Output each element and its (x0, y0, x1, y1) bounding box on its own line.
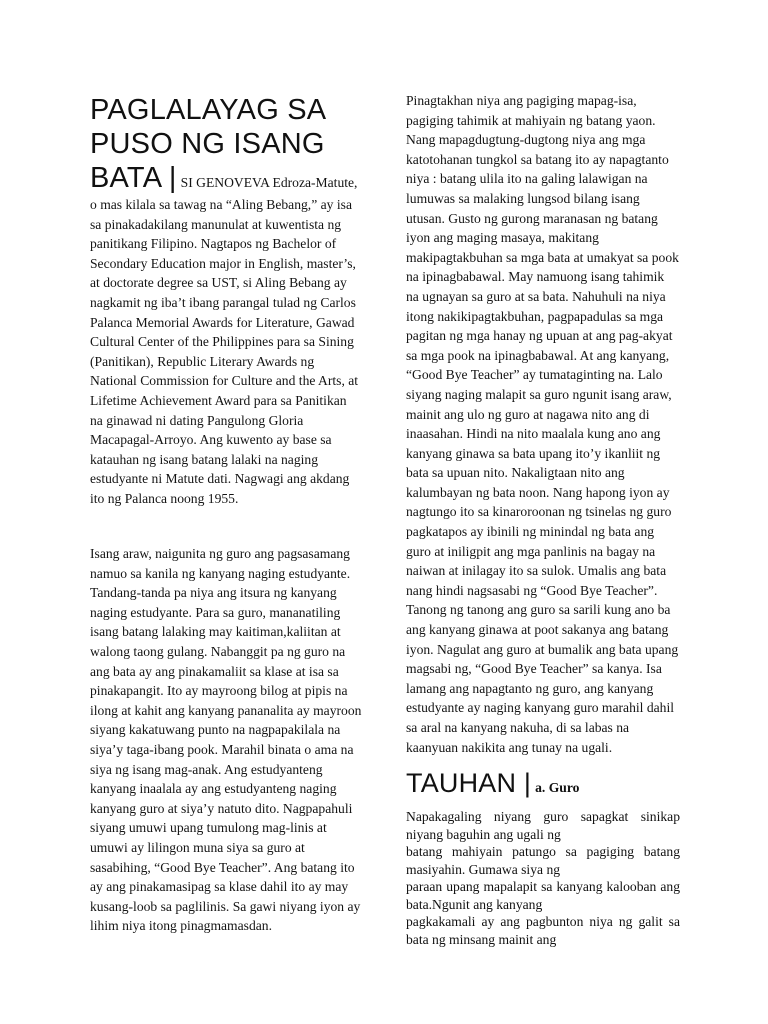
body-paragraph: Isang araw, naigunita ng guro ang pagsasamang namuo sa kanila ng kanyang naging estudyante. Tandang-tanda pa niya ang itsura ng kanyang naging estudyante. Para sa guro, mananatiling isang batang lalaking may kaitiman,kaliitan at walong taong gulang. Nabanggit pa ng guro na ang bata ay ang pinakamaliit sa klase at isa sa pinakapangit. Ito ay mayroong bilog at pipis na ilong at kahit ang kanyang pananalita ay mayroon siyang kakatuwang punto na nagpapakilala na siya’y taga-ibang pook. Marahil binata o ama na siya ng isang mag-anak. Ang estudyanteng kanyang inaalala ay ang estudyanteng naging kanyang guro at siya’y natuto dito. Nagpapahuli siyang umuwi upang tumulong mag-linis at umuwi ay lilingon muna siya sa guro at sasabihing, “Good Bye Teacher”. Ang batang ito ay ang pinakamasipag sa klase dahil ito ay may kusang-loob sa paglilinis. Sa gawi niyang iyon ay lihim niya itong pinagmamasdan. (90, 546, 362, 934)
page-title-line-1: PAGLALAYAG SA (90, 94, 327, 126)
tauhan-section (406, 768, 680, 948)
body-paragraph: Pinagtakhan niya ang pagiging mapag-isa, pagiging tahimik at mahiyain ng batang yaon. Nang mapagdugtung-dugtong niya ang mga katotohanan tungkol sa batang ito ay napagtanto niya : batang ulila ito na galing lalawigan na lumuwas sa malaking lungsod bilang isang utusan. Gusto ng gurong maranasan ng batang iyon ang maging masaya, makitang makipagtakbuhan sa mga bata at umakyat sa pook na ipinagbabawal. May namuong isang tahimik na ugnayan sa guro at sa bata. Nahuhuli na niya itong nakikipagtakbuhan, pagpapadulas sa mga pagitan ng mga hanay ng upuan at ang pag-akyat sa mga pook na ipinagbabawal. At ang kanyang, “Good Bye Teacher” ay tumataginting na. Lalo siyang naging malapit sa guro ngunit isang araw, mainit ang ulo ng guro at nagawa nito ang di inaasahan. Hindi na nito maalala kung ano ang kanyang ginawa sa bata upang ito’y ikanliit ng bata sa upuan nito. Nakaligtaan nito ang kalumbayan ng bata noon. Nang hapong iyon ay nagtungo ito sa kinaroroonan ng tsinelas ng guro pagkatapos ay ibinili ng minindal ng bata ang guro at iniligpit ang mga panlinis na bagay na naiwan at inilagay ito sa sulok. Umalis ang bata nang hindi nagsasabi ng “Good Bye Teacher”. Tanong ng tanong ang guro sa sarili kung ano ba ang kanyang ginawa at poot sakanya ang batang iyon. Nagulat ang guro at bumalik ang bata upang magsabi ng, “Good Bye Teacher” sa kanya. Isa lamang ang napagtanto ng guro, ang kanyang estudyante ay naging kanyang guro marahil dahil sa aral na kanyang nakuha, di sa labas na kaanyuan nakikita ang tunay na ugali. (406, 93, 679, 755)
title-line-3-with-intro (90, 161, 362, 509)
tauhan-line: batang mahiyain patungo sa pagiging batang masiyahin. Gumawa siya ng (406, 844, 680, 877)
tauhan-line: paraan upang mapalapit sa kanyang kalooban ang bata.Ngunit ang kanyang (406, 879, 680, 912)
page-title-line-3: BATA | (90, 162, 177, 194)
title-block (90, 93, 362, 509)
section-heading: TAUHAN | (406, 768, 532, 798)
section-subheading: a. Guro (535, 780, 580, 795)
intro-paragraph: SI GENOVEVA Edroza-Matute, o mas kilala sa tawag na “Aling Bebang,” ay isa sa pinakadakilang manunulat at kuwentista ng panitikang Filipino. Nagtapos ng Bachelor of Secondary Education major in English, master’s, at doctorate degree sa UST, si Aling Bebang ay nagkamit ng iba’t ibang parangal tulad ng Carlos Palanca Memorial Awards for Literature, Gawad Cultural Center of the Philippines para sa Sining (Panitikan), Republic Literary Awards ng National Commission for Culture and the Arts, at Lifetime Achievement Award para sa Panitikan na ginawad ni dating Pangulong Gloria Macapagal-Arroyo. Ang kuwento ay base sa katauhan ng isang batang lalaki na naging estudyante ni Matute dati. Nagwagi ang akdang ito ng Palanca noong 1955. (90, 175, 359, 506)
tauhan-line: pagkakamali ay ang pagbunton niya ng galit sa bata ng minsang mainit ang (406, 914, 680, 947)
page-title-line-2: PUSO NG ISANG (90, 128, 325, 160)
story-paragraph-left (90, 544, 366, 936)
story-paragraph-right (406, 91, 680, 757)
tauhan-line: Napakagaling niyang guro sapagkat sinikap niyang baguhin ang ugali ng (406, 809, 680, 842)
